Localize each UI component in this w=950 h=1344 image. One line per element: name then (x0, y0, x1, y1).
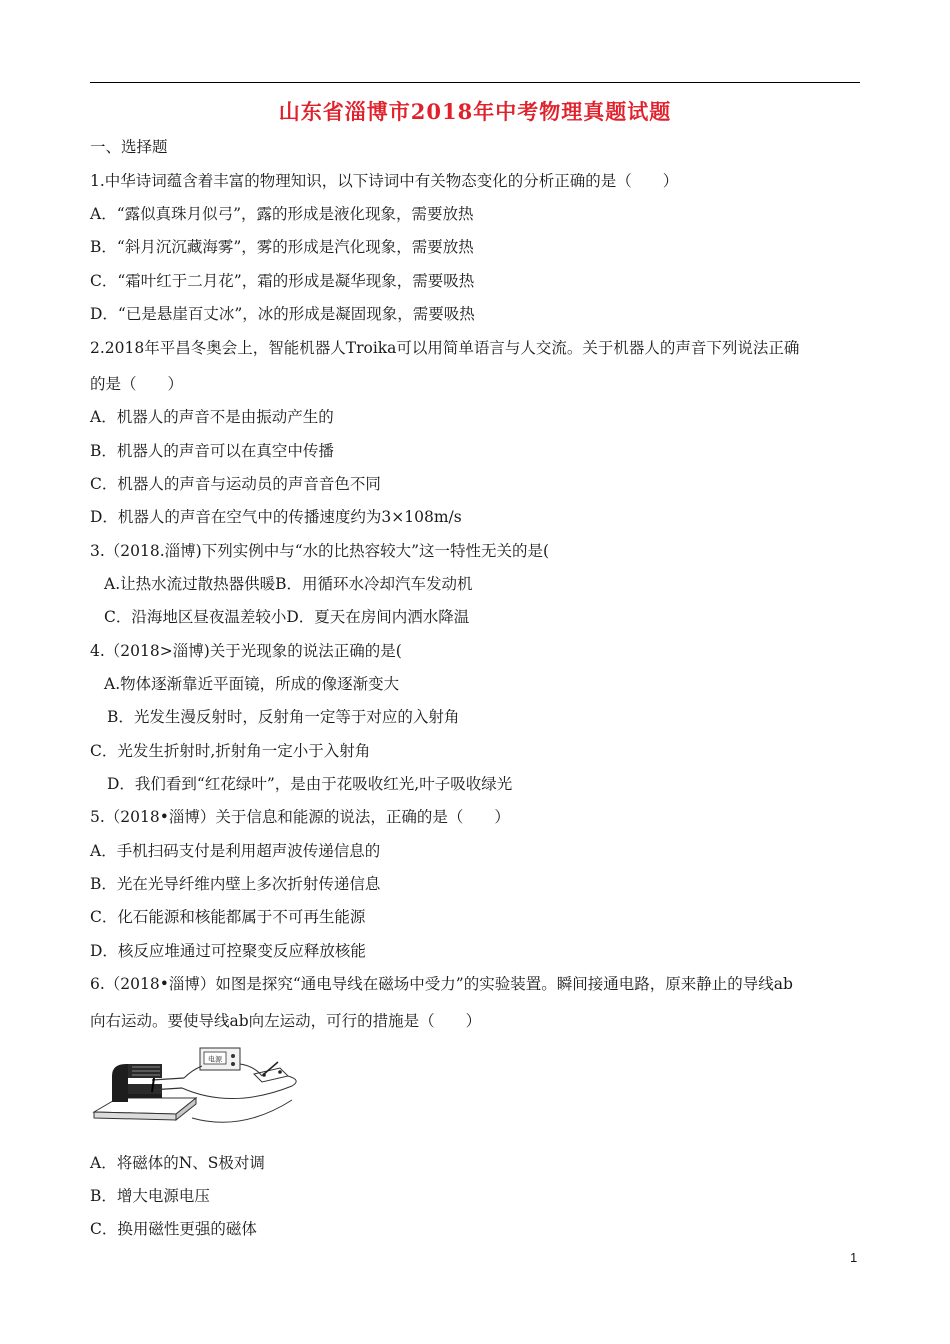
q1-stem: 1.中华诗词蕴含着丰富的物理知识，以下诗词中有关物态变化的分析正确的是（ ） (90, 172, 679, 190)
q6-stem-line2: 向右运动。要使导线ab向左运动，可行的措施是（ ） (90, 1012, 482, 1030)
q6-option-c: C．换用磁性更强的磁体 (90, 1220, 257, 1238)
q1-option-c: C．“霜叶红于二月花”，霜的形成是凝华现象，需要吸热 (90, 272, 475, 290)
q2-stem-line2: 的是（ ） (90, 375, 184, 393)
q4-option-d: D．我们看到“红花绿叶”，是由于花吸收红光,叶子吸收绿光 (107, 775, 513, 793)
q2-option-c: C．机器人的声音与运动员的声音音色不同 (90, 475, 381, 493)
q6-option-b: B．增大电源电压 (90, 1187, 210, 1205)
q2-stem-line1: 2.2018年平昌冬奥会上，智能机器人Troika可以用简单语言与人交流。关于机器人的声音下列说法正确 (90, 339, 800, 357)
page-title: 山东省淄博市2018年中考物理真题试题 (278, 99, 672, 124)
q3-options-cd: C．沿海地区昼夜温差较小D．夏天在房间内洒水降温 (104, 608, 470, 626)
q5-stem: 5.（2018•淄博）关于信息和能源的说法，正确的是（ ） (90, 808, 510, 826)
q2-option-a: A．机器人的声音不是由振动产生的 (90, 408, 334, 426)
q5-option-a: A．手机扫码支付是利用超声波传递信息的 (90, 842, 381, 860)
q6-stem-line1: 6.（2018•淄博）如图是探究“通电导线在磁场中受力”的实验装置。瞬间接通电路，原来静止的导线ab (90, 975, 793, 993)
q4-option-c: C．光发生折射时,折射角一定小于入射角 (90, 742, 371, 760)
section-heading: 一、选择题 (90, 138, 168, 156)
q4-option-a: A.物体逐渐靠近平面镜，所成的像逐渐变大 (104, 675, 400, 693)
q3-stem: 3.（2018.淄博)下列实例中与“水的比热容较大”这一特性无关的是( (90, 542, 550, 560)
q5-option-d: D．核反应堆通过可控聚变反应释放核能 (90, 942, 366, 960)
q4-stem: 4.（2018>淄博)关于光现象的说法正确的是( (90, 642, 402, 660)
q6-option-a: A．将磁体的N、S极对调 (90, 1154, 265, 1172)
q2-option-d: D．机器人的声音在空气中的传播速度约为3×108m/s (90, 508, 462, 526)
q1-option-b: B．“斜月沉沉藏海雾”，雾的形成是汽化现象，需要放热 (90, 238, 474, 256)
q1-option-d: D．“已是悬崖百丈冰”，冰的形成是凝固现象，需要吸热 (90, 305, 475, 323)
experiment-apparatus-figure (92, 1040, 304, 1128)
page-number: 1 (850, 1250, 858, 1265)
q2-option-b: B．机器人的声音可以在真空中传播 (90, 442, 334, 460)
q1-option-a: A．“露似真珠月似弓”，露的形成是液化现象，需要放热 (90, 205, 474, 223)
q4-option-b: B．光发生漫反射时，反射角一定等于对应的入射角 (107, 708, 460, 726)
q5-option-b: B．光在光导纤维内壁上多次折射传递信息 (90, 875, 381, 893)
header-rule (90, 82, 860, 83)
q5-option-c: C．化石能源和核能都属于不可再生能源 (90, 908, 366, 926)
q3-options-ab: A.让热水流过散热器供暖B．用循环水冷却汽车发动机 (104, 575, 473, 593)
power-supply-label: 电源 (208, 1055, 222, 1064)
